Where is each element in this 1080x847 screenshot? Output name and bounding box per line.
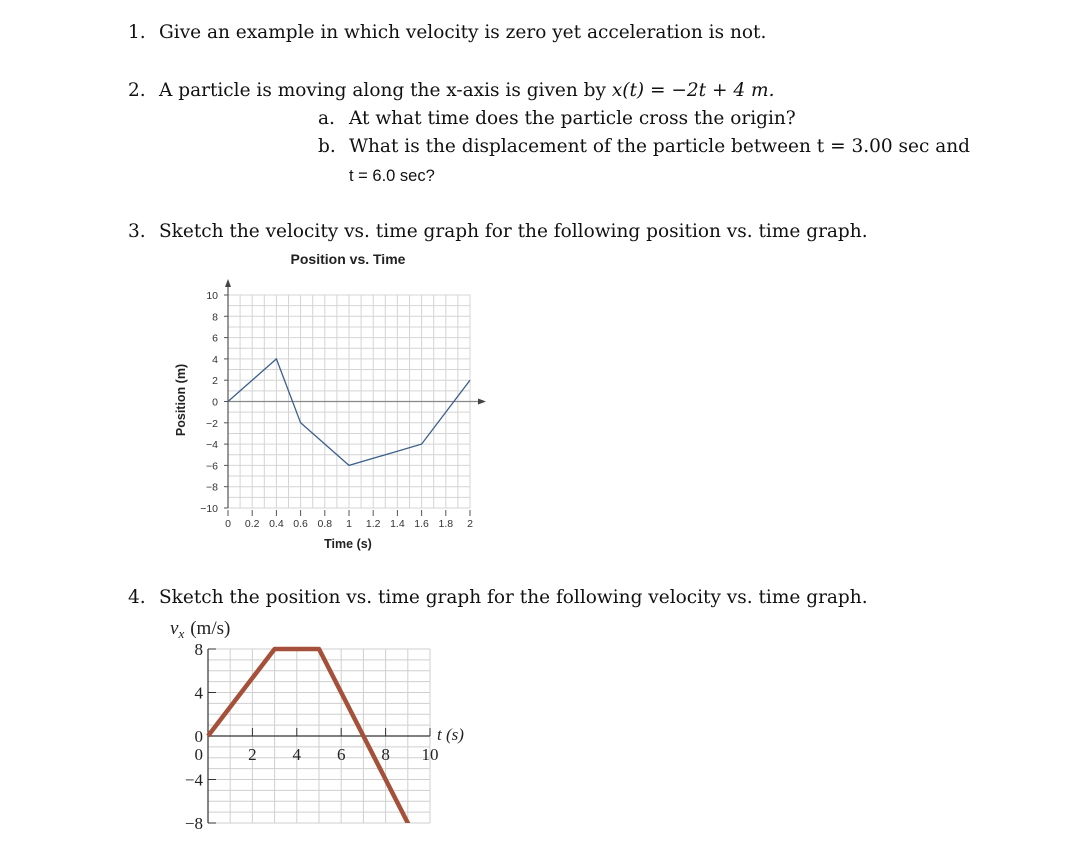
y-tick-label: 0	[212, 396, 218, 409]
x-tick-label: 0.8	[317, 518, 333, 530]
y-tick-label: 4	[212, 353, 218, 366]
y-tick-label: −8	[184, 814, 203, 833]
y-tick-label: 0	[194, 727, 203, 746]
part-label: b.	[318, 136, 336, 157]
x-tick-label: 1.6	[414, 518, 429, 530]
x-tick-label: 2	[467, 518, 473, 530]
x-tick-label: 1.8	[438, 518, 454, 530]
x-tick-label: 0.4	[269, 518, 284, 530]
y-axis-unit: (m/s)	[190, 618, 231, 639]
part-text: What is the displacement of the particle between t = 3.00 sec and	[349, 136, 971, 157]
question-3	[128, 221, 868, 243]
y-tick-label: 8	[212, 311, 218, 324]
x-tick-label: 0	[225, 518, 231, 530]
y-tick-label: 8	[194, 640, 203, 659]
part-label: a.	[318, 108, 335, 129]
question-number: 3.	[128, 221, 146, 242]
question-2a	[318, 108, 796, 130]
x-tick-label: 1	[346, 518, 352, 530]
y-tick-label: 2	[212, 375, 218, 388]
y-axis-label	[170, 618, 230, 641]
question-2	[128, 80, 775, 102]
x-axis-arrow	[478, 399, 486, 405]
y-axis-arrow	[225, 279, 231, 287]
y-tick-label: −2	[206, 417, 218, 430]
part-text: At what time does the particle cross the origin?	[349, 108, 796, 129]
x-tick-label: 0.6	[293, 518, 308, 530]
y-tick-label: −4	[206, 439, 218, 452]
x-tick-label: 8	[381, 745, 390, 764]
question-number: 4.	[128, 587, 146, 608]
y-tick-label: −4	[184, 770, 203, 790]
y-axis-label: Position (m)	[174, 363, 188, 437]
y-tick-label: −6	[206, 460, 218, 473]
question-number: 2.	[128, 80, 146, 101]
question-text: Give an example in which velocity is zero yet acceleration is not.	[159, 22, 767, 43]
question-text: A particle is moving along the x-axis is given by	[159, 80, 606, 101]
chart-title: Position vs. Time	[290, 251, 406, 267]
question-number: 1.	[128, 22, 146, 43]
x-tick-label: 0.2	[244, 518, 260, 530]
equation: x(t) = −2t + 4 m.	[611, 80, 775, 101]
y-tick-label: 10	[206, 290, 218, 302]
x-axis-label: t (s)	[437, 725, 464, 744]
question-text: Sketch the position vs. time graph for the following velocity vs. time graph.	[159, 587, 868, 608]
x-tick-label: 4	[292, 745, 302, 764]
y-axis-symbol: v	[170, 618, 179, 639]
x-tick-label: 1.4	[390, 518, 405, 530]
question-4	[128, 587, 868, 609]
y-axis-subscript: x	[178, 626, 185, 641]
x-tick-label: 1.2	[365, 518, 381, 530]
x-tick-label: 10	[421, 745, 439, 764]
y-tick-label: −8	[206, 481, 218, 494]
question-text: Sketch the velocity vs. time graph for the following position vs. time graph.	[159, 221, 868, 242]
question-1	[128, 22, 767, 44]
question-2b	[318, 136, 971, 158]
y-tick-label: 6	[212, 332, 218, 345]
x-tick-label: 6	[336, 745, 346, 764]
y-tick-label: −10	[200, 503, 218, 515]
position-line	[228, 359, 470, 466]
x-tick-label: 2	[248, 745, 257, 764]
y-tick-label: 4	[194, 683, 203, 703]
origin-label: 0	[194, 745, 203, 764]
question-2b-continuation: t = 6.0 sec?	[349, 167, 435, 185]
x-axis-label: Time (s)	[324, 537, 372, 551]
velocity-line	[208, 649, 430, 847]
